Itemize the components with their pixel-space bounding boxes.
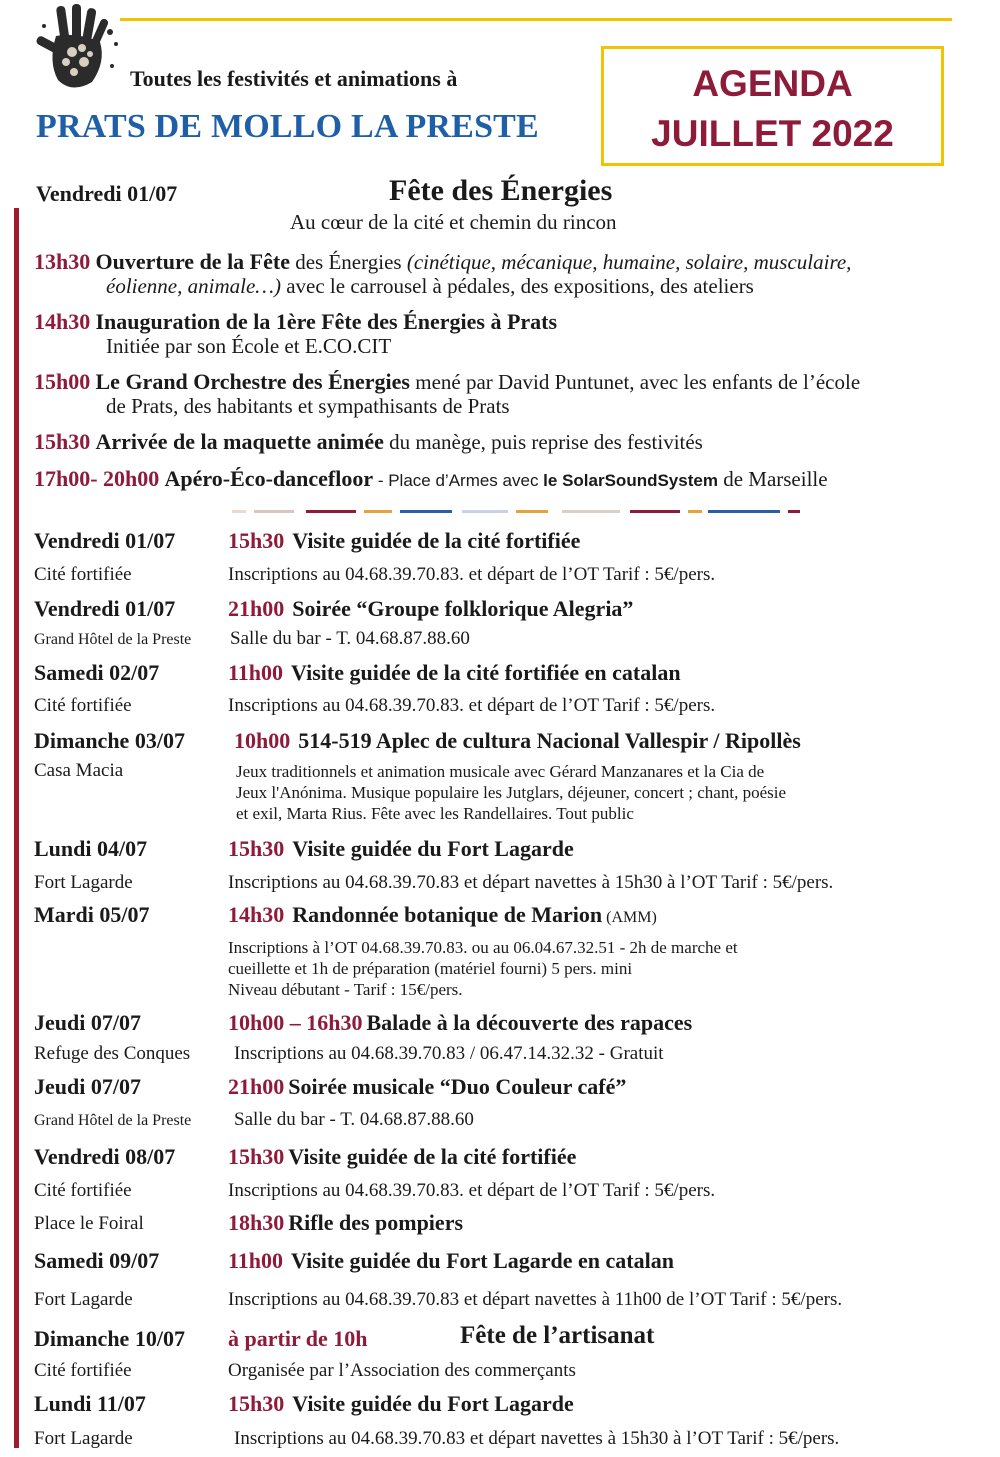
event-heading [228, 902, 657, 928]
event-desc: Jeux traditionnels et animation musicale avec Gérard Manzanares et la Cia de [236, 762, 765, 781]
event-time: 10h00 [234, 728, 291, 753]
event-heading [228, 528, 580, 554]
agenda-title-box [601, 46, 944, 166]
fete-item [34, 249, 851, 275]
event-desc: Inscriptions au 04.68.39.70.83. et départ de l’OT Tarif : 5€/pers. [228, 564, 716, 585]
event-title: Visite guidée du Fort Lagarde en catalan [291, 1248, 674, 1273]
event-time: 10h00 – 16h30 [228, 1010, 363, 1035]
event-title: Balade à la découverte des rapaces [366, 1010, 693, 1035]
fete-item-time: 15h00 [34, 369, 91, 394]
fete-item-bold: le SolarSoundSystem [543, 471, 718, 490]
fete-item-title: Inauguration de la 1ère Fête des Énergies à Prats [95, 309, 558, 334]
fete-item-line2: Initiée par son École et E.CO.CIT [106, 334, 392, 358]
event-date: Jeudi 07/07 [34, 1074, 141, 1099]
event-place: Grand Hôtel de la Preste [34, 631, 192, 648]
event-desc: Salle du bar - T. 04.68.87.88.60 [234, 1109, 474, 1130]
event-time: 11h00 [228, 660, 284, 685]
event-title: Visite guidée de la cité fortifiée [292, 528, 581, 553]
event-heading [234, 728, 801, 754]
fete-item-title: Ouverture de la Fête [95, 249, 290, 274]
event-heading [228, 1391, 574, 1417]
fete-item-time: 15h30 [34, 429, 91, 454]
event-place: Grand Hôtel de la Preste [34, 1112, 192, 1129]
event-heading [228, 1248, 674, 1274]
agenda-month: JUILLET 2022 [651, 113, 894, 154]
decorative-divider [232, 510, 812, 513]
event-place: Fort Lagarde [34, 1428, 133, 1449]
event-place: Cité fortifiée [34, 1180, 132, 1201]
event-time: 18h30 [228, 1210, 285, 1235]
header-intro: Toutes les festivités et animations à [130, 66, 458, 91]
fete-item-title: Arrivée de la maquette animée [95, 429, 384, 454]
fete-item-title: Apéro-Éco-dancefloor [164, 466, 374, 491]
header-rule [120, 18, 952, 21]
event-desc: Organisée par l’Association des commerçants [228, 1360, 576, 1381]
event-desc: et exil, Marta Rius. Fête avec les Randellaires. Tout public [236, 804, 634, 823]
event-date: Vendredi 01/07 [34, 596, 176, 621]
event-desc: Niveau débutant - Tarif : 15€/pers. [228, 980, 463, 999]
event-desc: Inscriptions au 04.68.39.70.83 / 06.47.14.32.32 - Gratuit [234, 1043, 664, 1064]
event-place: Place le Foiral [34, 1213, 144, 1234]
fete-item [34, 466, 828, 492]
fete-date: Vendredi 01/07 [36, 181, 178, 206]
event-desc: Salle du bar - T. 04.68.87.88.60 [230, 628, 470, 649]
event-place: Casa Macia [34, 760, 124, 781]
event-time: 21h00 [228, 596, 285, 621]
event-title: Visite guidée du Fort Lagarde [292, 1391, 574, 1416]
event-heading [228, 660, 681, 686]
event-date: Samedi 02/07 [34, 660, 160, 685]
fete-item [34, 369, 860, 395]
event-time: 21h00 [228, 1074, 285, 1099]
event-desc: Inscriptions à l’OT 04.68.39.70.83. ou au 06.04.67.32.51 - 2h de marche et [228, 938, 738, 957]
fete-item-italic: (cinétique, mécanique, humaine, solaire, musculaire, [406, 250, 852, 274]
event-note: (AMM) [602, 909, 657, 926]
event-title: Fête de l’artisanat [460, 1322, 655, 1349]
event-heading [228, 1010, 692, 1036]
event-place: Cité fortifiée [34, 695, 132, 716]
fete-item-line2: de Prats, des habitants et sympathisants de Prats [106, 394, 510, 418]
fete-item-text: des Énergies [289, 250, 407, 274]
event-title: Visite guidée de la cité fortifiée en catalan [291, 660, 681, 685]
fete-item-text: du manège, puis reprise des festivités [383, 430, 703, 454]
event-place: Cité fortifiée [34, 1360, 132, 1381]
fete-item-text: avec le carrousel à pédales, des expositions, des ateliers [280, 274, 754, 298]
fete-title: Fête des Énergies [389, 174, 613, 207]
event-heading [228, 836, 574, 862]
event-date: Vendredi 01/07 [34, 528, 176, 553]
event-heading [228, 1210, 463, 1236]
event-title: Visite guidée du Fort Lagarde [292, 836, 574, 861]
event-place: Fort Lagarde [34, 872, 133, 893]
fete-subtitle: Au cœur de la cité et chemin du rincon [290, 210, 617, 234]
left-accent-bar [14, 208, 19, 1448]
event-desc: Inscriptions au 04.68.39.70.83 et départ navettes à 15h30 à l’OT Tarif : 5€/pers. [234, 1428, 840, 1449]
event-date: Samedi 09/07 [34, 1248, 160, 1273]
event-title: Randonnée botanique de Marion [292, 902, 603, 927]
fete-item-title: Le Grand Orchestre des Énergies [95, 369, 410, 394]
event-desc: Inscriptions au 04.68.39.70.83 et départ navettes à 15h30 à l’OT Tarif : 5€/pers. [228, 872, 834, 893]
event-heading [228, 596, 633, 622]
event-place: Refuge des Conques [34, 1043, 191, 1064]
fete-item [34, 429, 703, 455]
event-title: 514-519 Aplec de cultura Nacional Vallespir / Ripollès [298, 728, 801, 753]
event-title: Rifle des pompiers [288, 1210, 464, 1235]
event-desc: Inscriptions au 04.68.39.70.83. et départ de l’OT Tarif : 5€/pers. [228, 1180, 716, 1201]
event-place: Cité fortifiée [34, 564, 132, 585]
fete-item-text: de Marseille [717, 467, 828, 491]
fete-item-line2 [106, 274, 754, 299]
event-time: 15h30 [228, 836, 285, 861]
event-desc: Inscriptions au 04.68.39.70.83. et départ de l’OT Tarif : 5€/pers. [228, 695, 716, 716]
hand-logo-icon [28, 2, 124, 94]
event-time: 14h30 [228, 902, 285, 927]
agenda-title: AGENDA [692, 63, 853, 104]
event-heading [228, 1144, 576, 1170]
fete-item-text: - Place d’Armes avec [373, 471, 544, 490]
event-date: Dimanche 03/07 [34, 728, 185, 753]
event-title: Soirée “Groupe folklorique Alegria” [292, 596, 634, 621]
event-desc: Jeux l'Anónima. Musique populaire les Jutglars, déjeuner, concert ; chant, poésie [236, 783, 787, 802]
event-heading [228, 1074, 626, 1100]
fete-item-italic: éolienne, animale…) [106, 274, 281, 298]
event-date: Lundi 04/07 [34, 836, 148, 861]
event-time: 15h30 [228, 1391, 285, 1416]
event-time: 15h30 [228, 1144, 285, 1169]
fete-item-text: mené par David Puntunet, avec les enfants de l’école [410, 370, 861, 394]
fete-item-time: 13h30 [34, 249, 91, 274]
fete-item-time: 17h00- 20h00 [34, 466, 160, 491]
event-date: Vendredi 08/07 [34, 1144, 176, 1169]
event-time: 11h00 [228, 1248, 284, 1273]
fete-item-time: 14h30 [34, 309, 91, 334]
event-title: Visite guidée de la cité fortifiée [288, 1144, 577, 1169]
town-title: PRATS DE MOLLO LA PRESTE [36, 108, 539, 145]
event-time: à partir de 10h [228, 1326, 368, 1351]
event-place: Fort Lagarde [34, 1289, 133, 1310]
event-date: Lundi 11/07 [34, 1391, 146, 1416]
event-desc: Inscriptions au 04.68.39.70.83 et départ navettes à 11h00 de l’OT Tarif : 5€/pers. [228, 1289, 843, 1310]
event-date: Mardi 05/07 [34, 902, 150, 927]
fete-item [34, 309, 557, 335]
event-date: Dimanche 10/07 [34, 1326, 185, 1351]
event-date: Jeudi 07/07 [34, 1010, 141, 1035]
event-title: Soirée musicale “Duo Couleur café” [288, 1074, 627, 1099]
event-time: 15h30 [228, 528, 285, 553]
event-desc: cueillette et 1h de préparation (matériel fourni) 5 pers. mini [228, 959, 633, 978]
